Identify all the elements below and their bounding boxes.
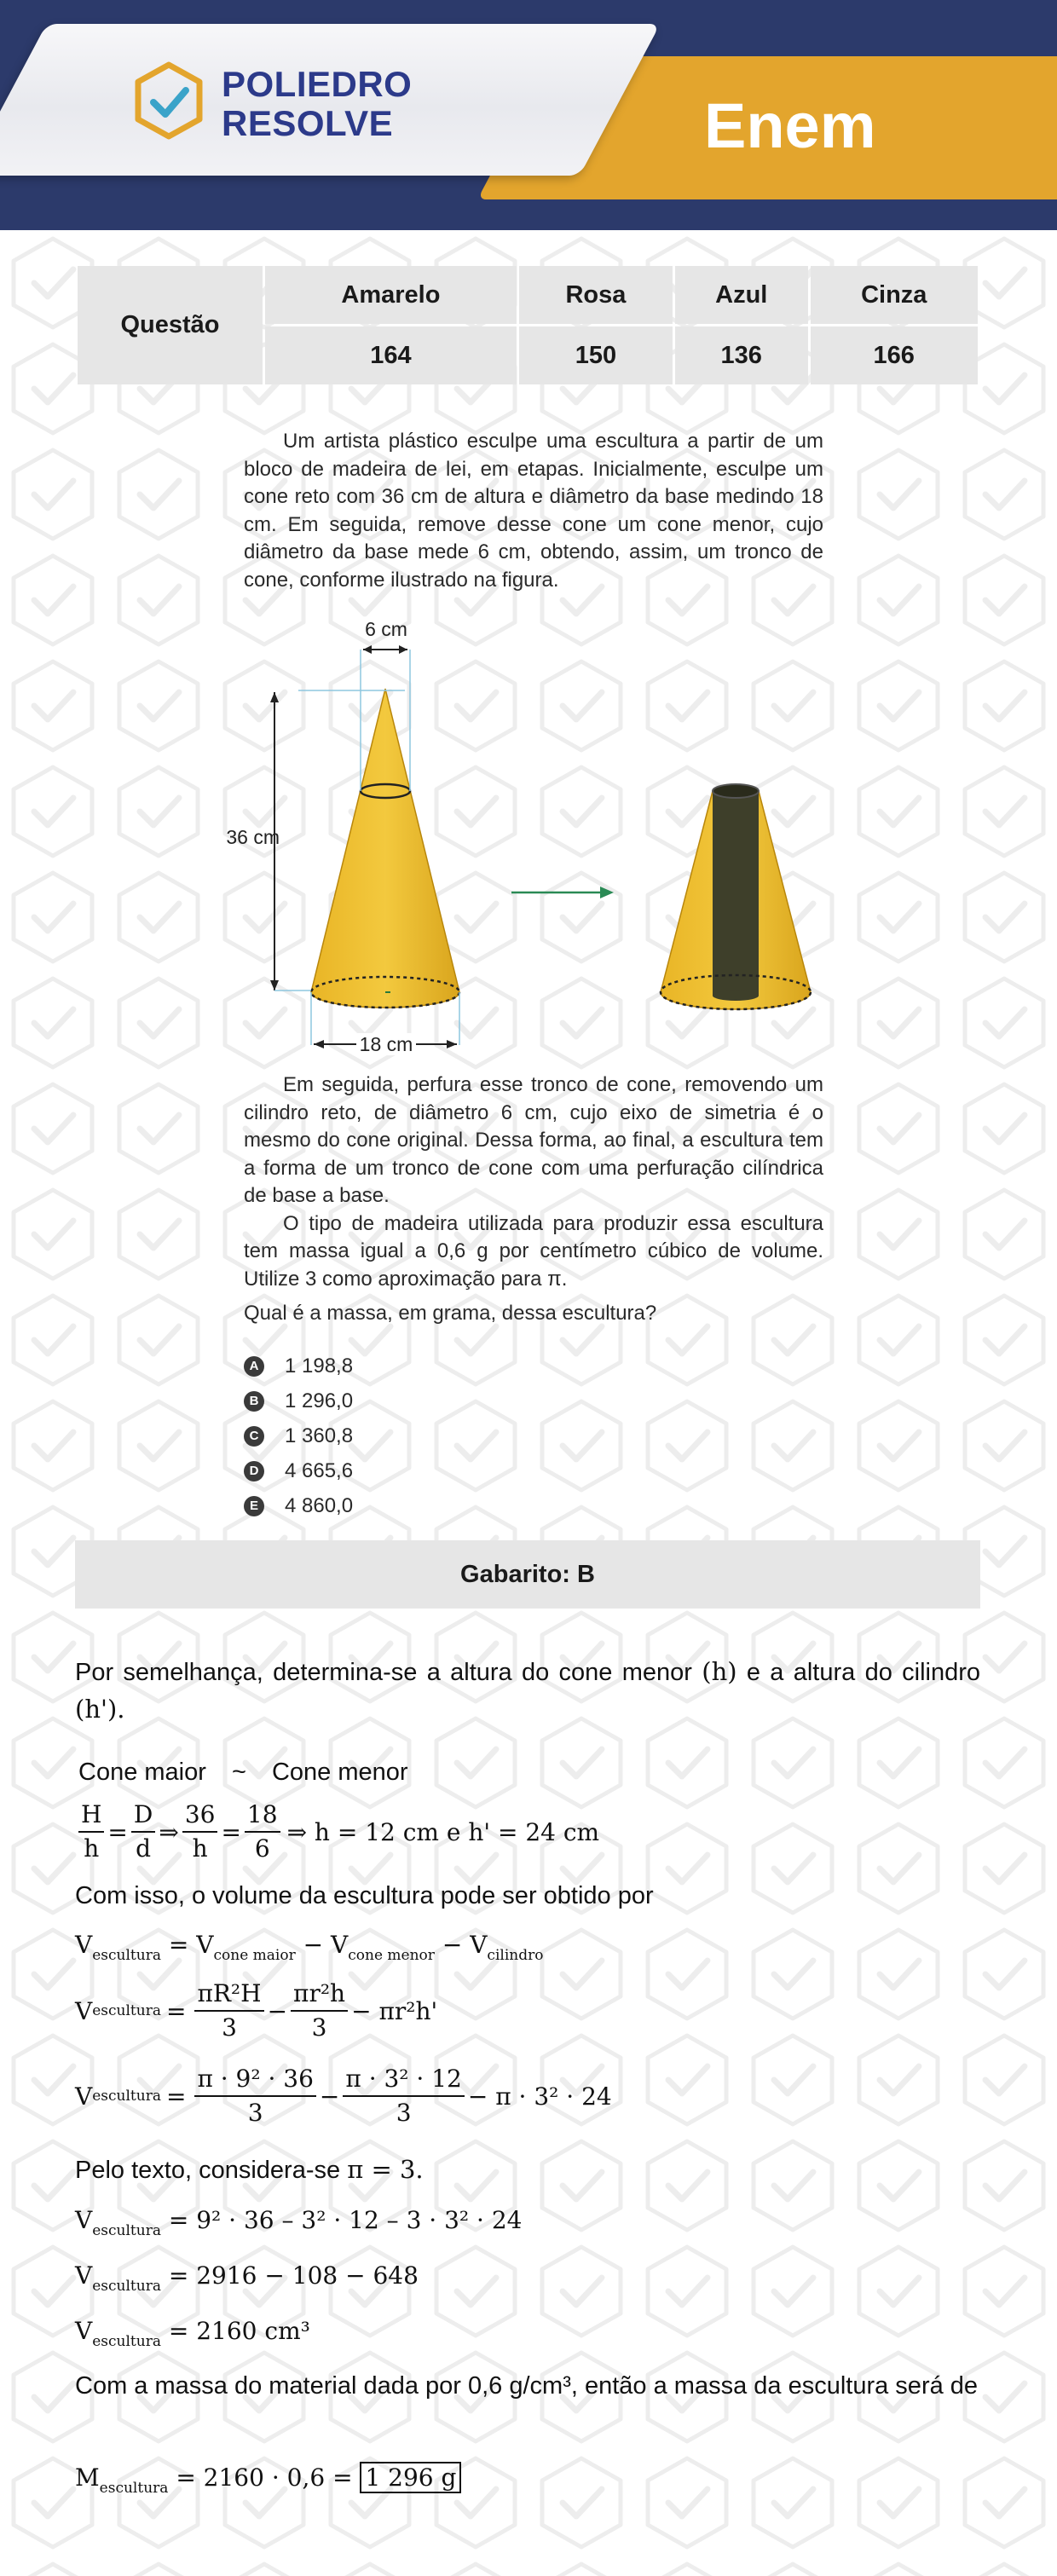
final-answer-box: 1 296 g xyxy=(360,2462,461,2493)
sub-escultura: escultura xyxy=(99,2480,169,2497)
dim-top-label: 6 cm xyxy=(365,618,407,640)
option-text: 1 198,8 xyxy=(285,1354,354,1378)
number-azul: 136 xyxy=(675,326,808,384)
eq2-num-1: πR²H xyxy=(194,1978,263,2012)
option-letter: C xyxy=(244,1426,264,1447)
sim-tilde: ~ xyxy=(231,1759,246,1786)
dim-height-label: 36 cm xyxy=(226,826,280,848)
option-text: 4 665,6 xyxy=(285,1458,354,1482)
dim-base-label: 18 cm xyxy=(359,1033,413,1055)
eq3-num-1: π · 9² · 36 xyxy=(194,2063,315,2097)
sub-cilindro: cilindro xyxy=(487,1947,544,1964)
number-rosa: 150 xyxy=(519,326,673,384)
frac-18: 18 xyxy=(245,1799,280,1833)
volume-equation-6 xyxy=(75,2313,980,2360)
column-azul: Azul xyxy=(675,266,808,324)
cylinder-top-ellipse xyxy=(713,784,759,798)
similarity-line xyxy=(78,1754,984,1791)
question-number-table xyxy=(75,263,980,387)
volume-equation-5 xyxy=(75,2257,980,2305)
mass-equation xyxy=(75,2459,980,2507)
eq3-num-2: π · 3² · 12 xyxy=(343,2063,464,2097)
frac-36: 36 xyxy=(182,1799,218,1833)
option-a xyxy=(244,1349,353,1383)
poliedro-logo-icon xyxy=(133,61,205,140)
sim-left: Cone maior xyxy=(78,1759,206,1786)
v-symbol: V xyxy=(75,1931,93,1959)
stem-paragraph-2: Em seguida, perfura esse tronco de cone, removendo um cilindro reto, de diâmetro 6 cm, cujo eixo de simetria é o mesmo do cone original. Dessa forma, ao final, a escultura tem a forma de um tronco de cone com uma perfuração cilíndrica de base a base. xyxy=(244,1073,823,1207)
cone-body xyxy=(311,689,459,1008)
eq2-den-1: 3 xyxy=(222,2013,237,2042)
option-letter: D xyxy=(244,1461,264,1481)
option-letter: A xyxy=(244,1356,264,1377)
column-cinza: Cinza xyxy=(811,266,979,324)
v-symbol: V xyxy=(196,1931,214,1959)
pi-text: Pelo texto, considera-se xyxy=(75,2157,341,2184)
option-letter: B xyxy=(244,1391,264,1412)
question-label: Questão xyxy=(78,266,263,384)
mass-intro: Com a massa do material dada por 0,6 g/cm³, então a massa da escultura será de xyxy=(75,2372,979,2400)
sub-escultura: escultura xyxy=(92,2001,161,2019)
option-e xyxy=(244,1488,353,1523)
intro-h: (h) xyxy=(702,1657,737,1686)
volume-intro: Com isso, o volume da escultura pode ser obtido por xyxy=(75,1882,654,1909)
cone-figure xyxy=(222,610,835,1062)
eq4-text: = 9² · 36 – 3² · 12 – 3 · 3² · 24 xyxy=(168,2206,523,2234)
question-text: Qual é a massa, em grama, dessa escultura? xyxy=(244,1302,657,1325)
pi-value: π = 3. xyxy=(347,2155,424,2184)
brand-line-2: RESOLVE xyxy=(222,103,394,143)
volume-equation-4 xyxy=(75,2202,980,2250)
sub-cone-maior: cone maior xyxy=(213,1947,296,1964)
column-amarelo: Amarelo xyxy=(265,266,517,324)
option-text: 4 860,0 xyxy=(285,1493,354,1517)
intro-text-b: e a altura do cilindro xyxy=(746,1659,981,1686)
eq5-text: = 2916 − 108 − 648 xyxy=(168,2261,419,2290)
stem-paragraph-3: O tipo de madeira utilizada para produzir essa escultura tem massa igual a 0,6 g por centímetro cúbico de volume. Utilize 3 como aproximação para π. xyxy=(244,1211,823,1291)
sub-escultura: escultura xyxy=(92,2278,161,2295)
volume-equation-1: $V_{escultura} = V_{cone maior} - V_{cone menor} - V_{cilindro}$ xyxy=(75,1931,544,1964)
v-symbol: V xyxy=(75,2082,93,2111)
frac-d: d xyxy=(136,1834,152,1863)
frac-h2: h xyxy=(192,1834,208,1863)
eq3-den-1: 3 xyxy=(247,2099,263,2127)
frac-6: 6 xyxy=(254,1834,270,1863)
exam-title: Enem xyxy=(704,90,876,161)
solution-intro xyxy=(75,1654,980,1729)
v-symbol: V xyxy=(470,1931,488,1959)
v-symbol: V xyxy=(75,1996,93,2025)
eq2-term-3: − πr²h' xyxy=(351,1996,438,2025)
eq2-den-2: 3 xyxy=(311,2013,327,2042)
option-d xyxy=(244,1453,353,1488)
frac-H: H xyxy=(78,1799,104,1833)
option-b xyxy=(244,1383,353,1418)
sub-cone-menor: cone menor xyxy=(348,1947,435,1964)
answer-banner: Gabarito: B xyxy=(75,1540,980,1609)
v-symbol: V xyxy=(75,2317,93,2345)
v-symbol: V xyxy=(75,2261,93,2290)
ratio-result: ⇒ h = 12 cm e h' = 24 cm xyxy=(286,1817,600,1846)
v-symbol: V xyxy=(331,1931,349,1959)
intro-text-a: Por semelhança, determina-se a altura do cone menor xyxy=(75,1659,692,1686)
option-letter: E xyxy=(244,1496,264,1516)
volume-equation-3: V escultura = $\frac{\text{π · 9² · 36}}{3}$ − $\frac{\text{π · 3² · 12}}{3}$ − π · 3² · 24 xyxy=(75,2063,980,2129)
number-amarelo: 164 xyxy=(265,326,517,384)
options-list xyxy=(244,1349,353,1523)
sub-escultura: escultura xyxy=(92,2333,161,2350)
cylinder-hole xyxy=(713,791,759,996)
option-text: 1 296,0 xyxy=(285,1389,354,1412)
eq2-num-2: πr²h xyxy=(291,1978,348,2012)
frac-D: D xyxy=(131,1799,155,1833)
option-c xyxy=(244,1418,353,1453)
m-symbol: M xyxy=(75,2463,100,2492)
number-cinza: 166 xyxy=(811,326,979,384)
volume-equation-2: V escultura = $\frac{\text{πR²H}}{3}$ − $\frac{\text{πr²h}}{3}$ − πr²h' xyxy=(75,1978,980,2044)
v-symbol: V xyxy=(75,2206,93,2234)
pi-line xyxy=(75,2151,980,2189)
intro-hp: (h'). xyxy=(75,1695,125,1724)
sub-escultura: escultura xyxy=(92,2222,161,2239)
option-text: 1 360,8 xyxy=(285,1424,354,1447)
ratio-equation: $\frac{H}{h}$ = $\frac{D}{d}$ ⇒ $\frac{36}{h}$ = $\frac{18}{6}$ ⇒ h = 12 cm e h' = 24 cm xyxy=(75,1799,980,1865)
brand-name xyxy=(222,65,412,143)
eq3-term-3: − π · 3² · 24 xyxy=(467,2082,612,2111)
eq3-den-2: 3 xyxy=(396,2099,412,2127)
question-stem-1 xyxy=(244,428,823,594)
sim-right: Cone menor xyxy=(271,1759,408,1786)
eq6-text: = 2160 cm³ xyxy=(168,2317,310,2345)
sub-escultura: escultura xyxy=(92,2087,161,2105)
brand-line-1: POLIEDRO xyxy=(222,64,413,104)
stem-paragraph-1: Um artista plástico esculpe uma escultura a partir de um bloco de madeira de lei, em etapas. Inicialmente, esculpe um cone reto com 36 cm de altura e diâmetro da base medindo 18 cm. Em seguida, remove desse cone um cone menor, cujo diâmetro da base mede 6 cm, obtendo, assim, um tronco de cone, conforme ilustrado na figura. xyxy=(244,430,823,592)
frac-h: h xyxy=(84,1834,100,1863)
column-rosa: Rosa xyxy=(519,266,673,324)
question-stem-2 xyxy=(244,1071,823,1328)
eq7-text: = 2160 · 0,6 = xyxy=(176,2463,353,2492)
sub-escultura: escultura xyxy=(92,1947,161,1964)
